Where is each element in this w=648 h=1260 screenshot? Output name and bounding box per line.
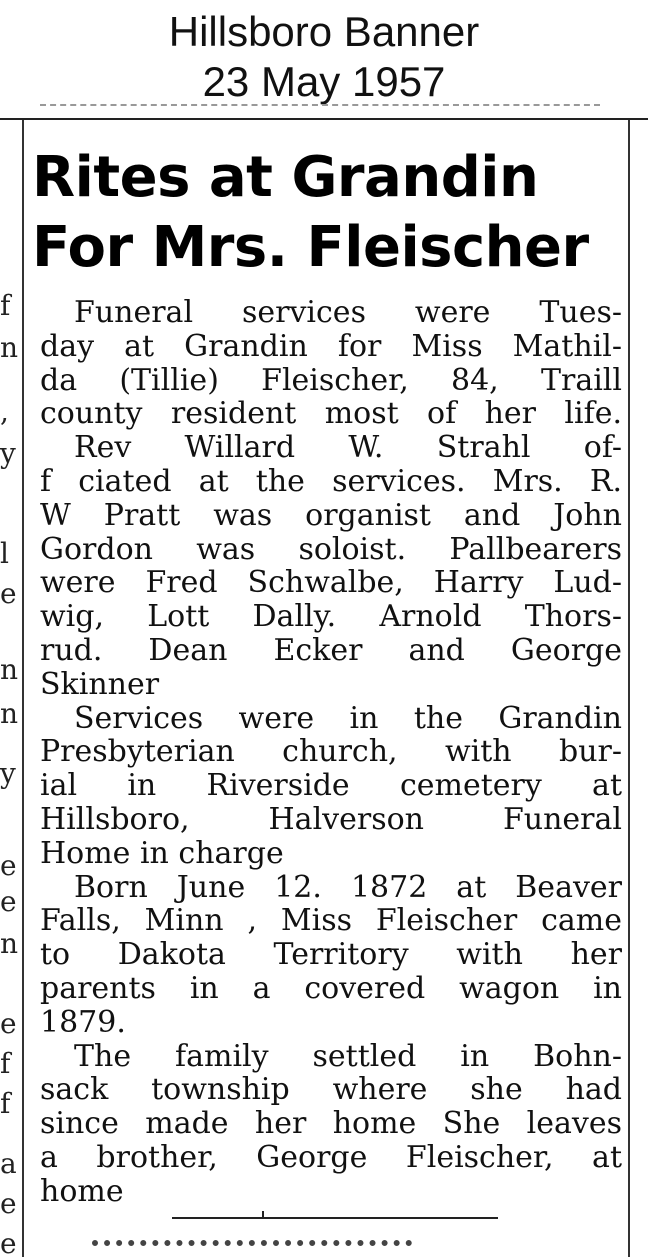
left-column-rule [22, 120, 24, 1257]
left-margin-fragment: f [0, 289, 11, 322]
article-line: Home in charge [40, 835, 284, 871]
scan-dash-line [40, 104, 600, 106]
article-line: 1879. [40, 1004, 126, 1040]
article-line: W Pratt was organist and John [40, 497, 622, 533]
publication-name: Hillsboro Banner [168, 8, 480, 55]
left-margin-fragment: e [0, 1187, 17, 1220]
next-article-fragment [92, 1240, 412, 1246]
left-margin-fragment: e [0, 849, 17, 882]
top-column-rule [0, 118, 648, 120]
article-line: f ciated at the services. Mrs. R. [40, 463, 622, 499]
left-margin-fragment: e [0, 1227, 17, 1260]
left-margin-fragment: e [0, 577, 17, 610]
article-line: to Dakota Territory with her [40, 937, 622, 973]
article-line: county resident most of her life. [40, 396, 622, 432]
article-line: wig, Lott Dally. Arnold Thors- [40, 599, 622, 635]
article-line: Presbyterian church, with bur- [40, 734, 622, 770]
article-line: Skinner [40, 666, 160, 702]
article-line: rud. Dean Ecker and George [40, 632, 622, 668]
article-line: da (Tillie) Fleischer, 84, Traill [40, 362, 622, 398]
article-line: Gordon was soloist. Pallbearers [40, 531, 622, 567]
left-margin-fragment: l [0, 537, 9, 570]
left-margin-fragment: y [0, 757, 16, 790]
article-line: Rev Willard W. Strahl of- [74, 430, 622, 466]
newspaper-clipping [0, 100, 648, 1260]
headline-line-2: For Mrs. Fleischer [32, 215, 589, 280]
article-line: day at Grandin for Miss Mathil- [40, 328, 622, 364]
article-line: The family settled in Bohn- [74, 1038, 622, 1074]
end-rule [172, 1217, 498, 1219]
publication-date: 23 May 1957 [202, 58, 446, 105]
article-line: were Fred Schwalbe, Harry Lud- [40, 565, 622, 601]
left-margin-fragment: n [0, 697, 19, 730]
left-margin-fragment: a [0, 1147, 17, 1180]
article-line: Hillsboro, Halverson Funeral [40, 801, 622, 837]
left-margin-fragment: n [0, 653, 19, 686]
article-line: parents in a covered wagon in [40, 970, 622, 1006]
article-line: ial in Riverside cemetery at [40, 768, 622, 804]
left-margin-fragment: f [0, 1087, 11, 1120]
left-margin-fragment: f [0, 1047, 11, 1080]
article-line: sack township where she had [40, 1072, 622, 1108]
article-line: Falls, Minn , Miss Fleischer came [40, 903, 622, 939]
headline-line-1: Rites at Grandin [32, 145, 539, 210]
left-margin-fragment: e [0, 1007, 17, 1040]
left-margin-fragment: , [0, 395, 9, 428]
article-line: a brother, George Fleischer, at [40, 1139, 622, 1175]
article-body [40, 296, 622, 1209]
left-margin-fragment: y [0, 437, 16, 470]
article-line: since made her home She leaves [40, 1106, 622, 1142]
right-column-rule [628, 120, 630, 1257]
left-margin-fragment: e [0, 885, 17, 918]
article-line: Funeral services were Tues- [74, 295, 622, 330]
article-line: Born June 12. 1872 at Beaver [74, 869, 622, 905]
left-margin-fragment: n [0, 331, 19, 364]
article-line: Services were in the Grandin [74, 700, 622, 736]
article-line: home [40, 1173, 124, 1209]
left-margin-fragment: n [0, 927, 19, 960]
